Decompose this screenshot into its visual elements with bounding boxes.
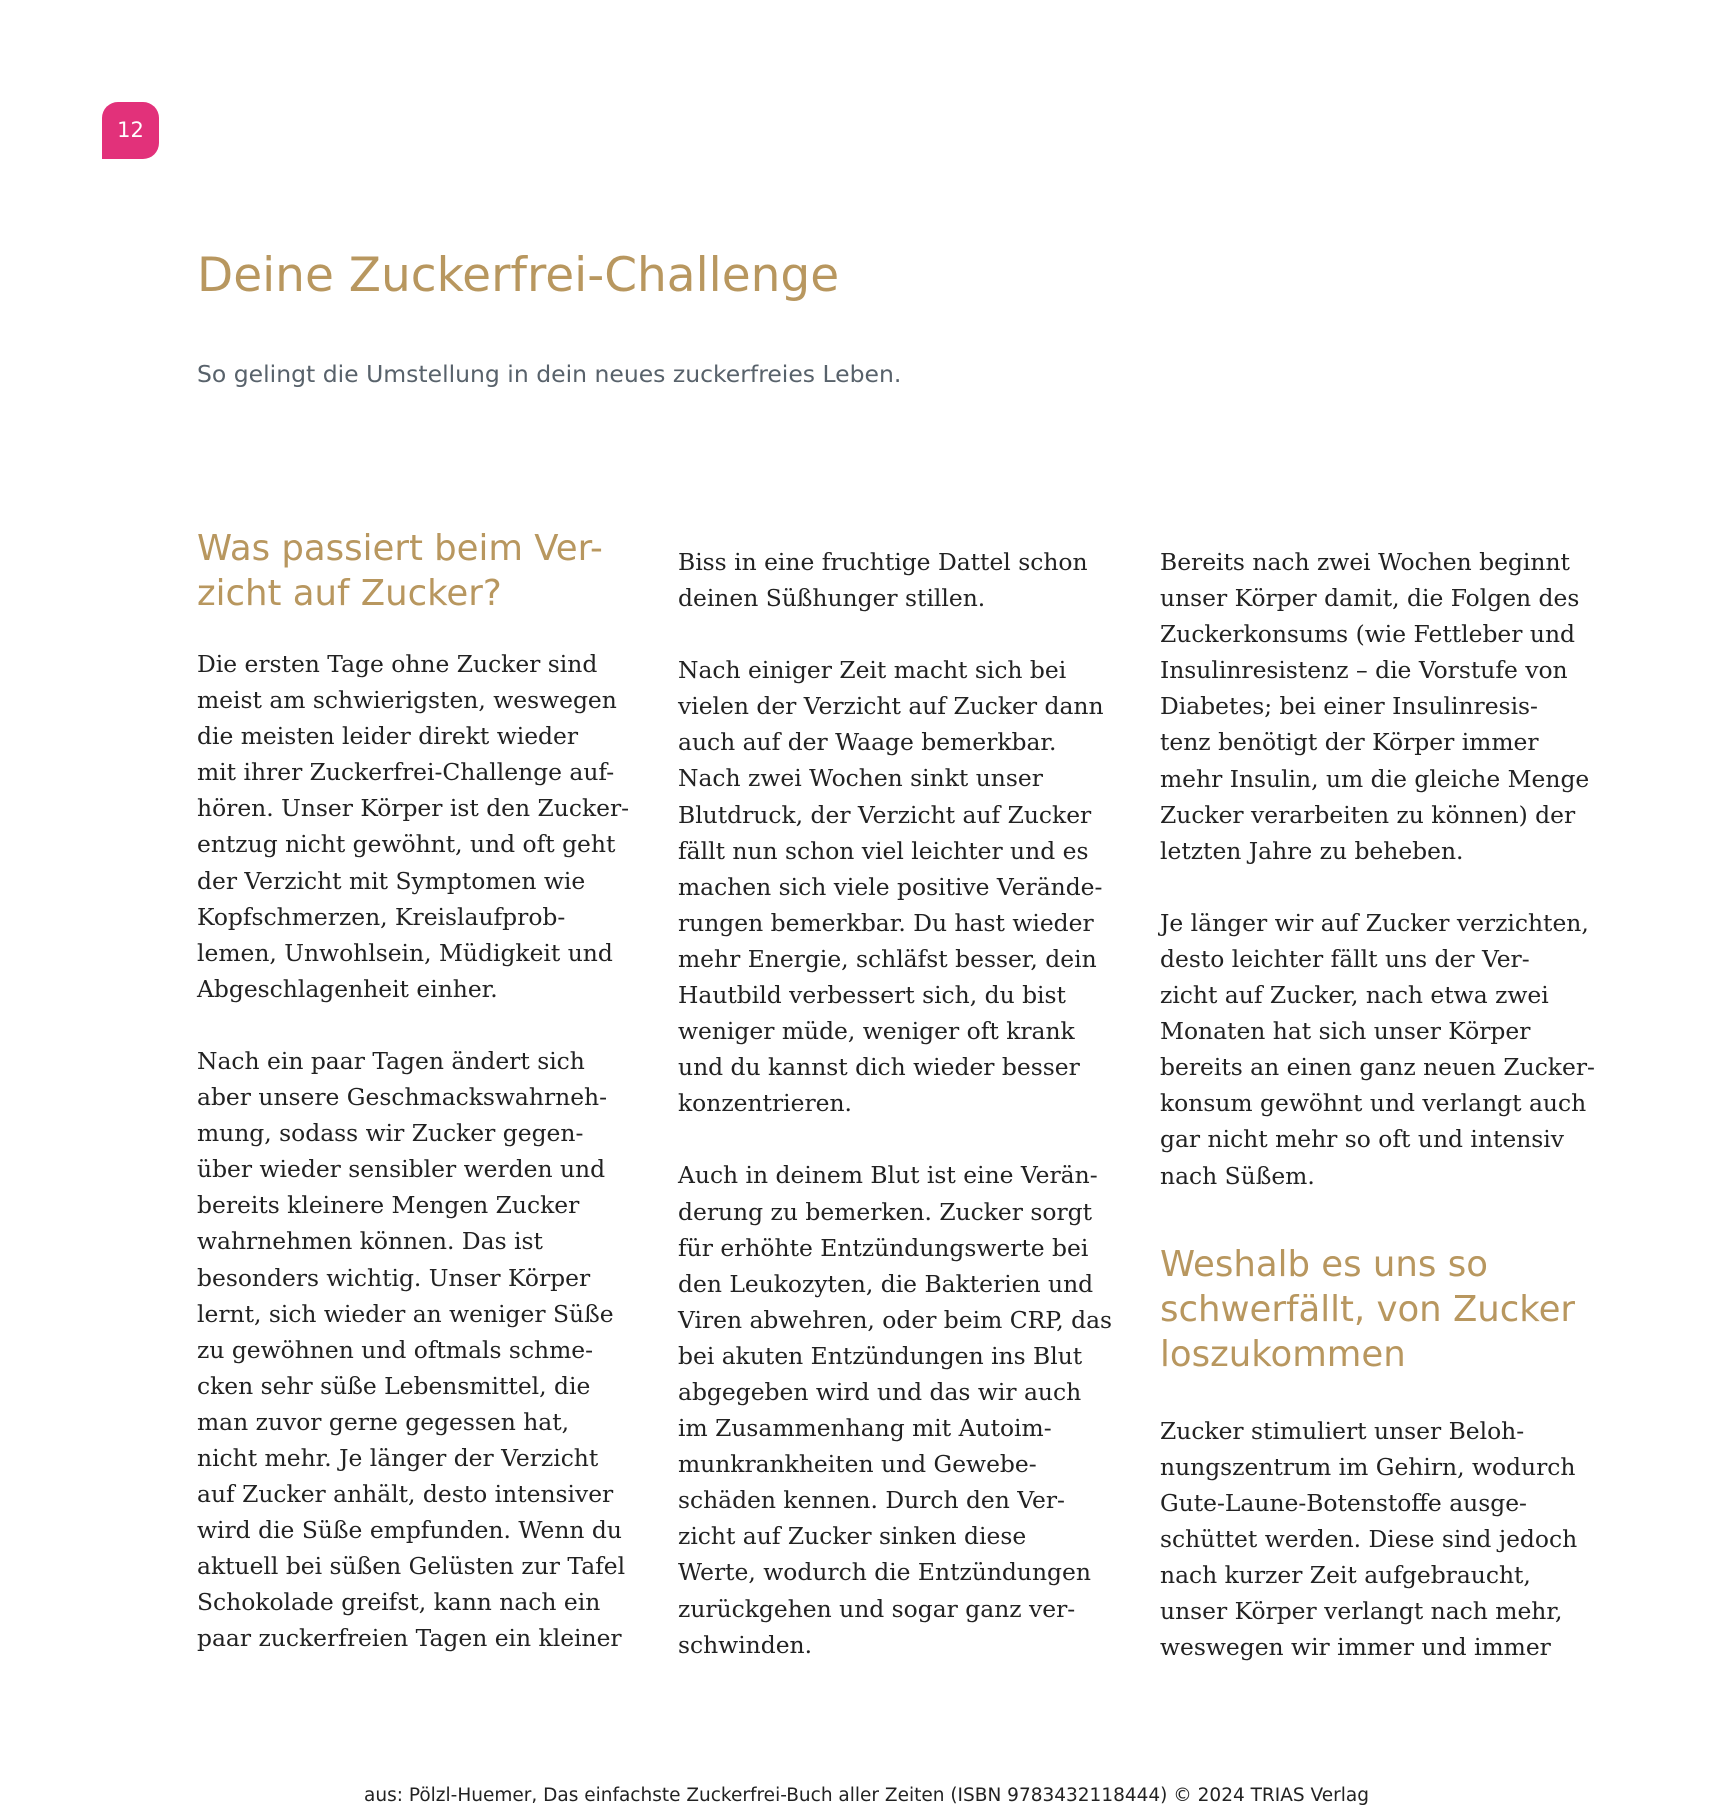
text-line: die meisten leider direkt wieder bbox=[197, 722, 579, 751]
text-line: Gute-Laune-Botenstoffe ausge- bbox=[1160, 1488, 1527, 1517]
text-line: für erhöhte Entzündungswerte bei bbox=[678, 1233, 1089, 1262]
text-line: zurückgehen und sogar ganz ver- bbox=[678, 1594, 1076, 1623]
text-line: bereits an einen ganz neuen Zucker- bbox=[1160, 1053, 1595, 1082]
paragraph bbox=[1160, 544, 1590, 869]
text-line: konsum gewöhnt und verlangt auch bbox=[1160, 1089, 1587, 1118]
text-line: munkrankheiten und Gewebe- bbox=[678, 1450, 1037, 1479]
text-line: Hautbild verbessert sich, du bist bbox=[678, 981, 1066, 1010]
text-line: über wieder sensibler werden und bbox=[197, 1155, 606, 1184]
section-heading-verzicht bbox=[197, 526, 627, 616]
text-line: zicht auf Zucker sinken diese bbox=[678, 1522, 1027, 1551]
text-line: mit ihrer Zuckerfrei-Challenge auf- bbox=[197, 758, 615, 787]
text-line: und du kannst dich wieder besser bbox=[678, 1053, 1080, 1082]
text-line: tenz benötigt der Körper immer bbox=[1160, 728, 1539, 757]
heading-line: schwerfällt, von Zucker bbox=[1160, 1288, 1576, 1330]
paragraph bbox=[197, 646, 630, 1007]
paragraph bbox=[197, 1043, 627, 1657]
text-line: besonders wichtig. Unser Körper bbox=[197, 1263, 591, 1292]
text-line: Insulinresistenz – die Vorstufe von bbox=[1160, 656, 1568, 685]
text-line: bereits kleinere Mengen Zucker bbox=[197, 1191, 580, 1220]
text-line: schäden kennen. Durch den Ver- bbox=[678, 1486, 1065, 1515]
text-line: vielen der Verzicht auf Zucker dann bbox=[678, 692, 1104, 721]
text-line: meist am schwierigsten, weswegen bbox=[197, 686, 617, 715]
text-line: wird die Süße empfunden. Wenn du bbox=[197, 1516, 622, 1545]
text-line: Kopfschmerzen, Kreislaufprob- bbox=[197, 902, 566, 931]
text-line: auch auf der Waage bemerkbar. bbox=[678, 728, 1057, 757]
text-line: Diabetes; bei einer Insulinresis- bbox=[1160, 692, 1538, 721]
text-column-1 bbox=[197, 526, 630, 1657]
text-line: Die ersten Tage ohne Zucker sind bbox=[197, 650, 598, 678]
text-line: Je länger wir auf Zucker verzichten, bbox=[1160, 908, 1589, 937]
heading-line: zicht auf Zucker? bbox=[197, 573, 502, 614]
text-line: Viren abwehren, oder beim CRP, das bbox=[678, 1305, 1113, 1334]
text-line: Zucker stimuliert unser Beloh- bbox=[1160, 1416, 1525, 1445]
page-subtitle: So gelingt die Umstellung in dein neues zuckerfreies Leben. bbox=[197, 360, 902, 388]
page-title: Deine Zuckerfrei-Challenge bbox=[197, 248, 840, 303]
paragraph bbox=[1160, 905, 1595, 1194]
paragraph bbox=[678, 652, 1108, 1121]
text-column-2 bbox=[678, 544, 1113, 1663]
text-line: schüttet werden. Diese sind jedoch bbox=[1160, 1524, 1578, 1553]
text-line: gar nicht mehr so oft und intensiv bbox=[1160, 1125, 1564, 1154]
text-line: lemen, Unwohlsein, Müdigkeit und bbox=[197, 938, 613, 967]
text-line: mung, sodass wir Zucker gegen- bbox=[197, 1119, 584, 1148]
text-line: machen sich viele positive Verände- bbox=[678, 872, 1103, 901]
text-line: aktuell bei süßen Gelüsten zur Tafel bbox=[197, 1552, 626, 1581]
text-line: zicht auf Zucker, nach etwa zwei bbox=[1160, 981, 1549, 1010]
text-line: deinen Süßhunger stillen. bbox=[678, 584, 986, 613]
text-line: lernt, sich wieder an weniger Süße bbox=[197, 1299, 614, 1328]
text-line: weniger müde, weniger oft krank bbox=[678, 1017, 1075, 1046]
text-line: den Leukozyten, die Bakterien und bbox=[678, 1269, 1094, 1298]
heading-line: Weshalb es uns so bbox=[1160, 1243, 1488, 1285]
text-line: Nach ein paar Tagen ändert sich bbox=[197, 1046, 585, 1075]
text-line: desto leichter fällt uns der Ver- bbox=[1160, 944, 1530, 973]
text-line: Bereits nach zwei Wochen beginnt bbox=[1160, 548, 1570, 576]
text-line: man zuvor gerne gegessen hat, bbox=[197, 1407, 570, 1436]
text-line: nach Süßem. bbox=[1160, 1161, 1315, 1190]
text-line: mehr Insulin, um die gleiche Menge bbox=[1160, 764, 1590, 793]
paragraph bbox=[678, 544, 1108, 616]
text-line: aber unsere Geschmackswahrneh- bbox=[197, 1083, 607, 1112]
paragraph bbox=[1160, 1413, 1590, 1666]
text-line: unser Körper damit, die Folgen des bbox=[1160, 584, 1580, 613]
text-line: zu gewöhnen und oftmals schme- bbox=[197, 1335, 594, 1364]
text-line: Monaten hat sich unser Körper bbox=[1160, 1017, 1531, 1046]
text-line: Biss in eine fruchtige Dattel schon bbox=[678, 548, 1088, 576]
heading-line: Was passiert beim Ver- bbox=[197, 528, 603, 569]
text-line: im Zusammenhang mit Autoim- bbox=[678, 1414, 1052, 1443]
text-line: cken sehr süße Lebensmittel, die bbox=[197, 1371, 591, 1400]
text-line: rungen bemerkbar. Du hast wieder bbox=[678, 908, 1094, 937]
text-line: auf Zucker anhält, desto intensiver bbox=[197, 1480, 614, 1509]
text-line: nach kurzer Zeit aufgebraucht, bbox=[1160, 1560, 1531, 1589]
page-number-badge: 12 bbox=[102, 102, 159, 159]
copyright-footer: aus: Pölzl-Huemer, Das einfachste Zuckerfrei-Buch aller Zeiten (ISBN 9783432118444) © 2024 TRIAS Verlag bbox=[364, 1785, 1369, 1806]
text-line: Abgeschlagenheit einher. bbox=[197, 974, 498, 1003]
text-line: Nach zwei Wochen sinkt unser bbox=[678, 764, 1043, 793]
text-line: Blutdruck, der Verzicht auf Zucker bbox=[678, 800, 1092, 829]
text-line: entzug nicht gewöhnt, und oft geht bbox=[197, 830, 616, 859]
heading-line: loszukommen bbox=[1160, 1333, 1406, 1375]
text-line: bei akuten Entzündungen ins Blut bbox=[678, 1341, 1083, 1370]
text-line: Auch in deinem Blut ist eine Verän- bbox=[678, 1161, 1098, 1190]
text-line: nicht mehr. Je länger der Verzicht bbox=[197, 1443, 599, 1472]
text-line: wahrnehmen können. Das ist bbox=[197, 1227, 543, 1256]
text-line: letzten Jahre zu beheben. bbox=[1160, 836, 1464, 865]
text-line: Nach einiger Zeit macht sich bei bbox=[678, 656, 1067, 685]
text-line: nungszentrum im Gehirn, wodurch bbox=[1160, 1452, 1576, 1481]
paragraph bbox=[678, 1157, 1113, 1662]
text-line: derung zu bemerken. Zucker sorgt bbox=[678, 1197, 1093, 1226]
text-line: der Verzicht mit Symptomen wie bbox=[197, 866, 586, 895]
text-line: schwinden. bbox=[678, 1630, 813, 1659]
section-heading-schwerfaellt bbox=[1160, 1242, 1590, 1377]
text-line: fällt nun schon viel leichter und es bbox=[678, 836, 1089, 865]
text-line: Zucker verarbeiten zu können) der bbox=[1160, 800, 1576, 829]
text-line: hören. Unser Körper ist den Zucker- bbox=[197, 794, 630, 823]
text-line: Schokolade greifst, kann nach ein bbox=[197, 1588, 601, 1617]
text-column-3 bbox=[1160, 544, 1595, 1665]
text-line: abgegeben wird und das wir auch bbox=[678, 1377, 1082, 1406]
text-line: Werte, wodurch die Entzündungen bbox=[678, 1558, 1091, 1587]
text-line: konzentrieren. bbox=[678, 1089, 852, 1118]
text-line: unser Körper verlangt nach mehr, bbox=[1160, 1597, 1563, 1626]
text-line: mehr Energie, schläfst besser, dein bbox=[678, 944, 1097, 973]
text-line: paar zuckerfreien Tagen ein kleiner bbox=[197, 1624, 622, 1653]
text-line: Zuckerkonsums (wie Fettleber und bbox=[1160, 620, 1575, 649]
text-line: weswegen wir immer und immer bbox=[1160, 1633, 1551, 1662]
